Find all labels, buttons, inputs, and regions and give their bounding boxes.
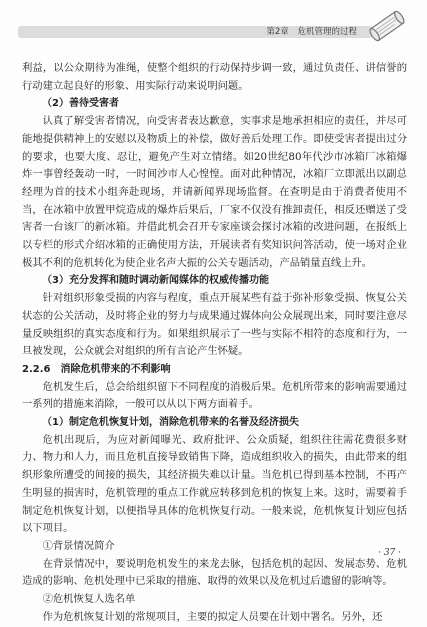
page-body [22, 60, 407, 627]
subheading: （1）制定危机恢复计划，消除危机带来的名誉及经济损失 [42, 417, 299, 429]
section-heading: 2.2.6 消除危机带来的不利影响 [22, 363, 171, 375]
page-number: · 37 · [378, 548, 401, 558]
list-item: ②危机恢复人选名单 [42, 593, 136, 606]
subheading: （2）善待受害者 [42, 98, 119, 110]
paragraph: 认真了解受害者情况，向受害者表达歉意，实事求是地承担相应的责任，并尽可能地提供精神上的安慰以及物质上的补偿，做好善后处理工作。即使受害者提出过分的要求，也要大度、忍让，避免产生对立情绪。如20世纪80年代沙市冰箱厂冰箱爆炸一事曾经轰动一时，一时间沙市人心惶惶。面对此种情况，冰箱厂立即派出以副总经理为首的技术小组奔赴现场，并请新闻界现场监督。在查明是由于消费者使用不当，在冰箱中放置甲烷造成的爆炸后果后，厂家不仅没有推卸责任，相反还赠送了受害者一台该厂的新冰箱。并借此机会召开专家座谈会探讨冰箱的改进问题，在报纸上以专栏的形式介绍冰箱的正确使用方法，开展读者有奖知识问答活动，使一场对企业极其不利的危机转化为使企业名声大振的公关专题活动，产品销量直线上升。 [22, 115, 407, 269]
paragraph: 危机出现后，为应对新闻曝光、政府批评、公众质疑，组织往往需花费很多财力、物力和人力，而且危机直接导致销售下降，造成组织收入的损失，由此带来的组织形象所遭受的间接的损失，其经济损失难以计量。当危机已得到基本控制，不再产生明显的损害时，危机管理的重点工作就应转移到危机的恢复上来。这时，需要着手制定危机恢复计划，以便指导具体的危机恢复行动。一般来说，危机恢复计划应包括以下项目。 [22, 433, 407, 535]
paragraph: 针对组织形象受损的内容与程度，重点开展某些有益于弥补形象受损、恢复公关状态的公关活动，及时将企业的努力与成果通过媒体向公众展现出来，同时要注意尽量反映组织的真实态度和行为。如果组织展示了一些与实际不相符的态度和行为，一旦被发现，公众就会对组织的所有言论产生怀疑。 [22, 292, 407, 358]
list-item: ①背景情况简介 [42, 539, 115, 552]
subheading: （3）充分发挥和随时调动新闻媒体的权威传播功能 [42, 275, 269, 287]
paragraph: 作为危机恢复计划的常规项目，主要的拟定人员要在计划中署名。另外，还 [42, 610, 383, 623]
header-title [260, 26, 357, 38]
paragraph: 危机发生后，总会给组织留下不同程度的消极后果。危机所带来的影响需要通过一系列的措施来消除，一般可以从以下两方面着手。 [22, 380, 407, 411]
scroll-icon [364, 6, 410, 46]
chapter-title: 危机管理的过程 [297, 27, 357, 37]
chapter-label: 第2章 [266, 27, 289, 37]
running-header [0, 0, 427, 46]
paragraph: 利益，以公众期待为准绳，使整个组织的行动保持步调一致，通过负责任、讲信誉的行动建立起良好的形象、用实际行动来说明问题。 [22, 62, 407, 92]
paragraph: 在背景情况中，要说明危机发生的来龙去脉，包括危机的起因、发展态势、危机造成的影响、危机处理中已采取的措施、取得的效果以及危机过后遗留的影响等。 [22, 557, 407, 588]
